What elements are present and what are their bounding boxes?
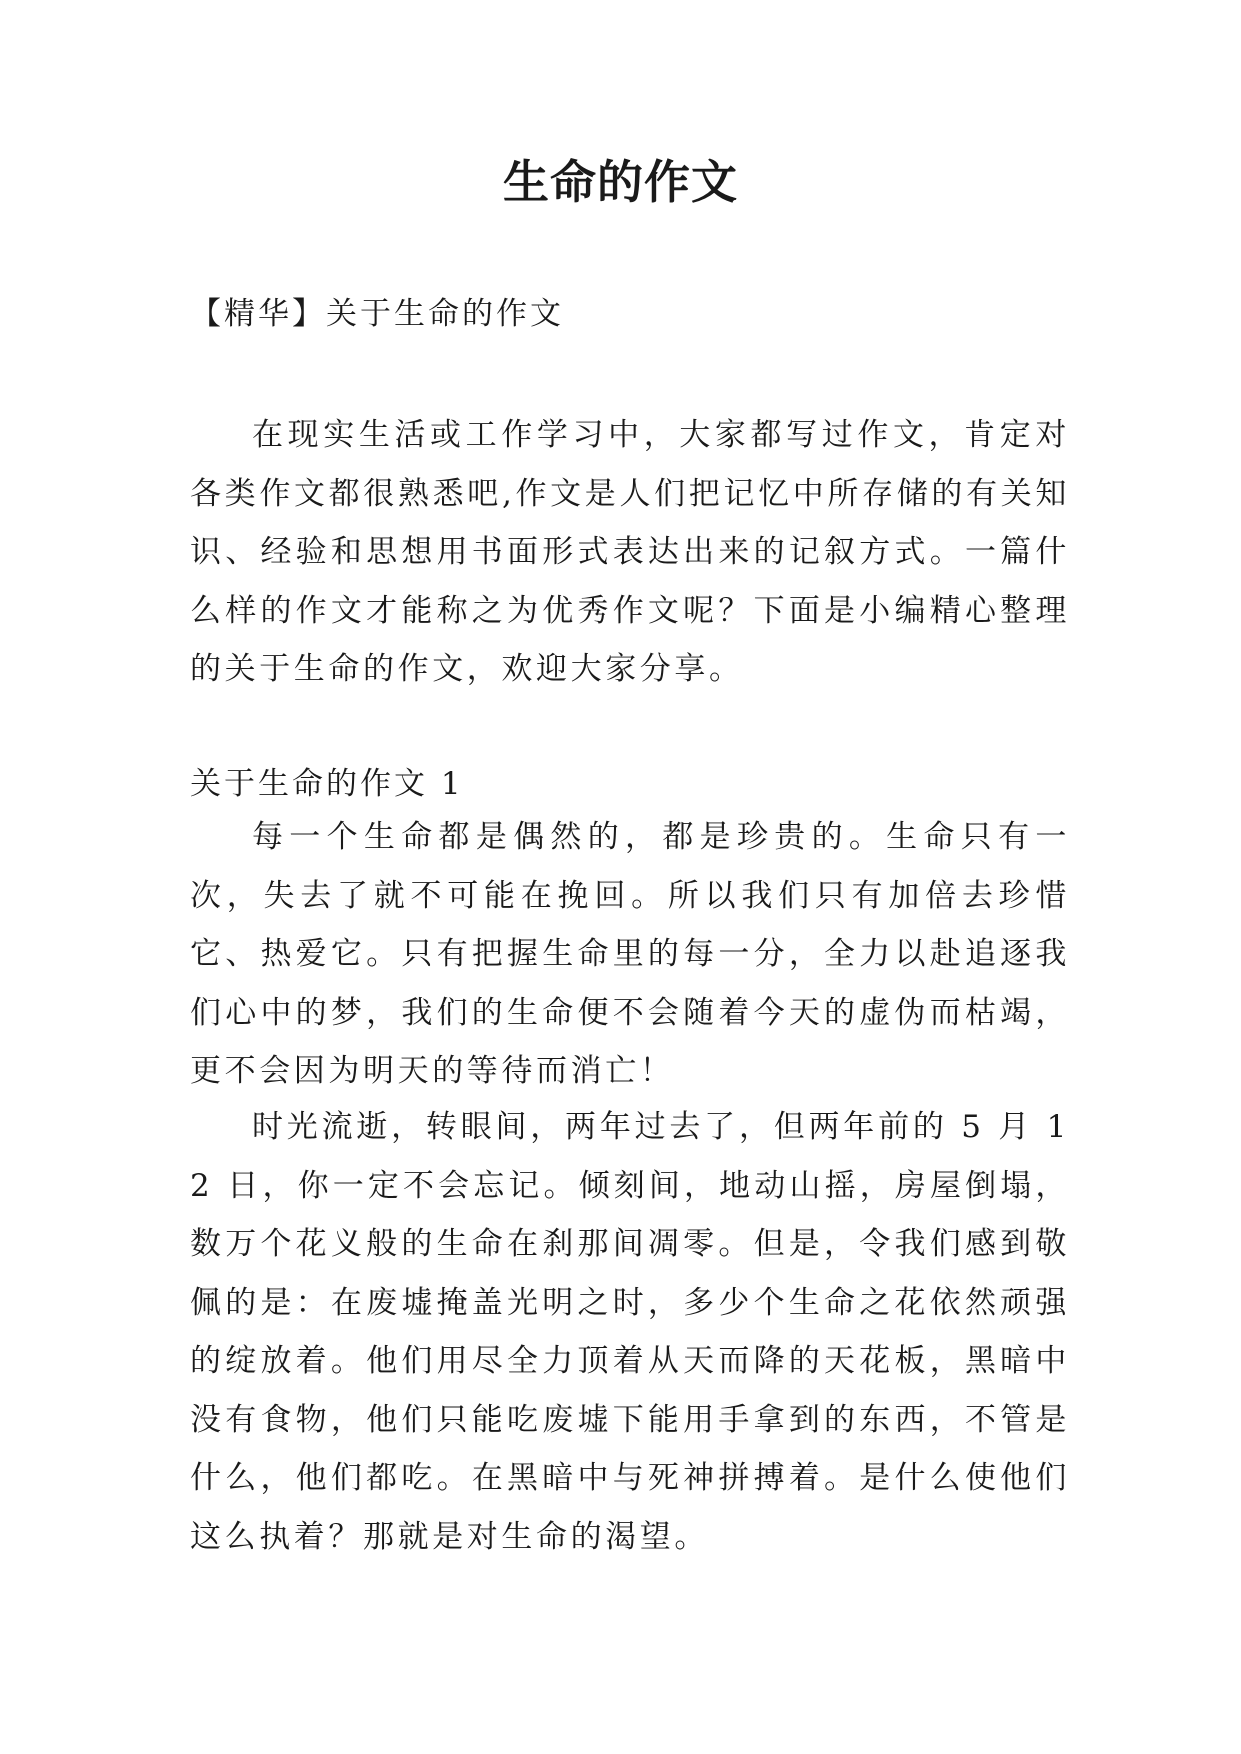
body-paragraph-2: 时光流逝，转眼间，两年过去了，但两年前的 5 月 12 日，你一定不会忘记。倾刻间，地动山摇，房屋倒塌，数万个花义般的生命在刹那间凋零。但是，令我们感到敬佩的是：在废墟掩盖光明之时，多少个生命之花依然顽强的绽放着。他们用尽全力顶着从天而降的天花板，黑暗中没有食物，他们只能吃废墟下能用手拿到的东西，不管是什么，他们都吃。在黑暗中与死神拼搏着。是什么使他们这么执着？那就是对生命的渴望。 [190,1109,1070,1555]
intro-paragraph: 在现实生活或工作学习中，大家都写过作文，肯定对各类作文都很熟悉吧,作文是人们把记忆中所存储的有关知识、经验和思想用书面形式表达出来的记叙方式。一篇什么样的作文才能称之为优秀作文呢？下面是小编精心整理的关于生命的作文，欢迎大家分享。 [190,417,1070,687]
document-title: 生命的作文 [503,155,738,209]
section-heading: 关于生命的作文 1 [190,766,464,802]
document-subtitle: 【精华】关于生命的作文 [190,296,564,332]
body-paragraph-1: 每一个生命都是偶然的，都是珍贵的。生命只有一次，失去了就不可能在挽回。所以我们只有加倍去珍惜它、热爱它。只有把握生命里的每一分，全力以赴追逐我们心中的梦，我们的生命便不会随着今天的虚伪而枯竭，更不会因为明天的等待而消亡！ [190,819,1070,1089]
